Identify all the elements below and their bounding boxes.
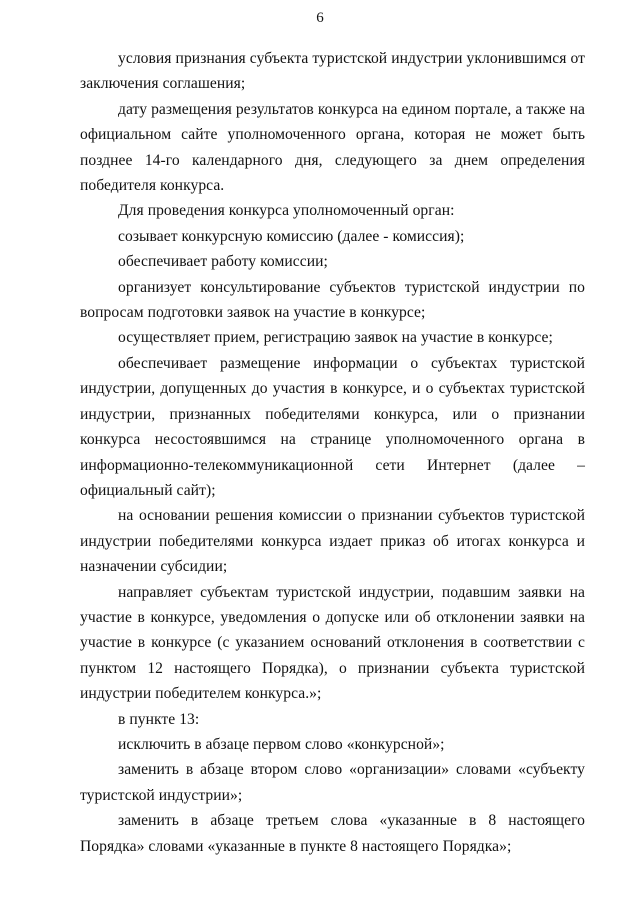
paragraph-9: на основании решения комиссии о признании субъектов туристской индустрии победителями конкурса издает приказ об итогах конкурса и назначении субсидии; bbox=[80, 507, 585, 576]
paragraph-11: в пункте 13: bbox=[118, 710, 200, 728]
paragraph-1: условия признания субъекта туристской индустрии уклонившимся от заключения соглашения; bbox=[80, 50, 585, 93]
paragraph-7: осуществляет прием, регистрацию заявок на участие в конкурсе; bbox=[118, 329, 553, 347]
document-body bbox=[80, 46, 585, 859]
paragraph-4: созывает конкурсную комиссию (далее - комиссия); bbox=[118, 227, 465, 245]
page-number: 6 bbox=[316, 10, 324, 26]
paragraph-5: обеспечивает работу комиссии; bbox=[118, 253, 328, 271]
paragraph-10: направляет субъектам туристской индустрии, подавшим заявки на участие в конкурсе, уведомления о допуске или об отклонении заявки на участие в конкурсе (с указанием оснований отклонения в соответствии с пунктом 12 настоящего Порядка), о признании субъекта туристской индустрии победителем конкурса.»; bbox=[80, 583, 585, 703]
paragraph-14: заменить в абзаце третьем слова «указанные в 8 настоящего Порядка» словами «указанные в пункте 8 настоящего Порядка»; bbox=[80, 812, 585, 855]
paragraph-6: организует консультирование субъектов туристской индустрии по вопросам подготовки заявок на участие в конкурсе; bbox=[80, 278, 585, 322]
paragraph-2: дату размещения результатов конкурса на едином портале, а также на официальном сайте уполномоченного органа, которая не может быть позднее 14-го календарного дня, следующего за днем определения победителя конкурса. bbox=[80, 100, 585, 195]
paragraph-8: обеспечивает размещение информации о субъектах туристской индустрии, допущенных до участия в конкурсе, и о субъектах туристской индустрии, признанных победителями конкурса, или о признании конкурса несостоявшимся на странице уполномоченного органа в информационно-телекоммуникационной сети Интернет (далее – официальный сайт); bbox=[80, 354, 585, 499]
paragraph-3: Для проведения конкурса уполномоченный орган: bbox=[118, 202, 455, 220]
paragraph-12: исключить в абзаце первом слово «конкурсной»; bbox=[118, 735, 445, 753]
paragraph-13: заменить в абзаце втором слово «организации» словами «субъекту туристской индустрии»; bbox=[80, 761, 585, 804]
